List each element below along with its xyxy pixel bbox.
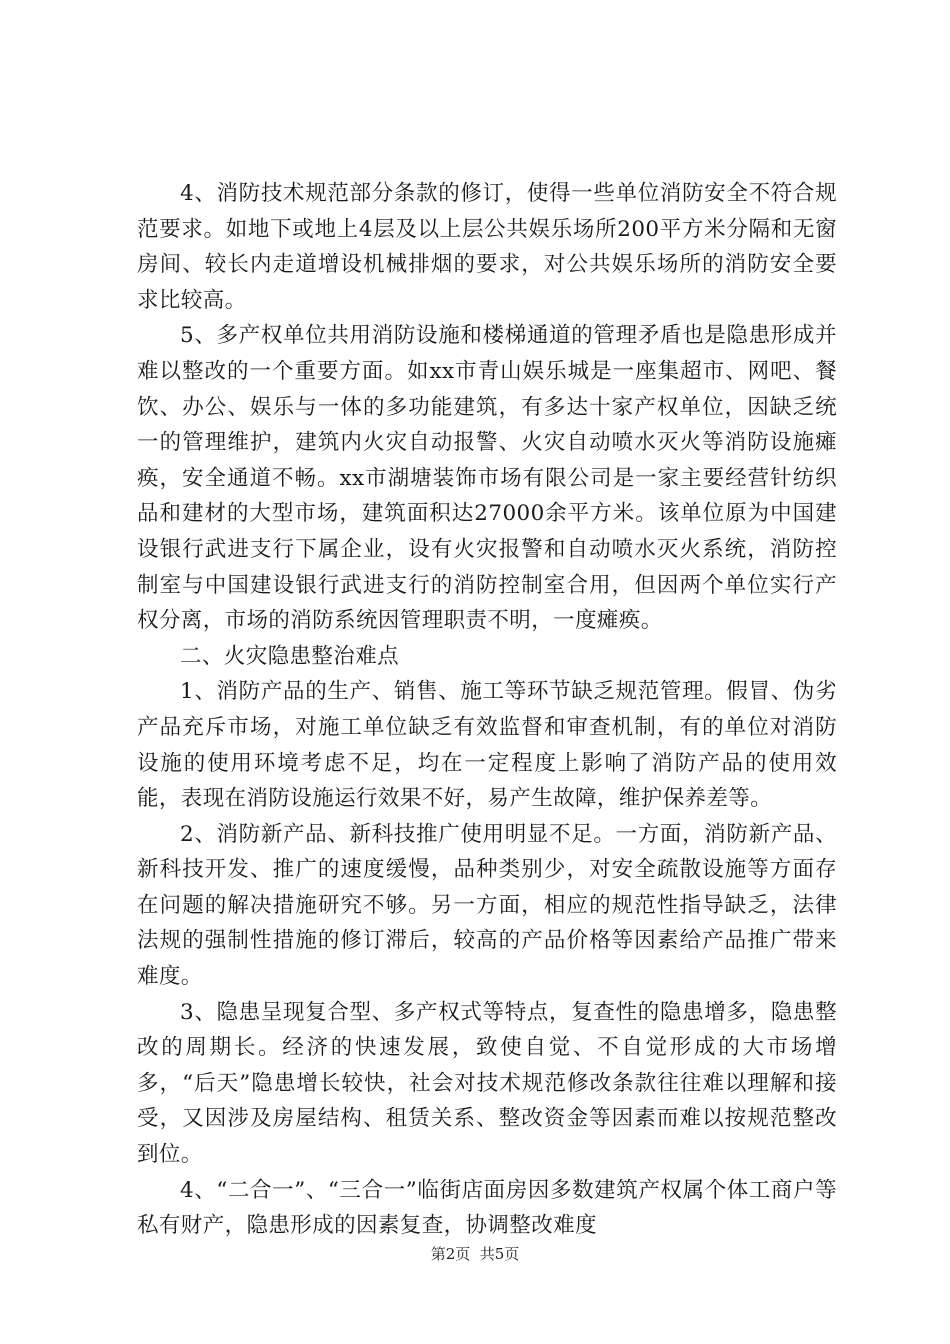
paragraph-item-3-hazard-features: 3、隐患呈现复合型、多产权式等特点，复查性的隐患增多，隐患整改的周期长。经济的快速发展，致使自觉、不自觉形成的大市场增多，“后天”隐患增长较快，社会对技术规范修改条款往往难以理解和接受，又因涉及房屋结构、租赁关系、整改资金等因素而难以按规范整改到位。	[137, 999, 837, 1168]
paragraph-item-5-multi-ownership: 5、多产权单位共用消防设施和楼梯通道的管理矛盾也是隐患形成并难以整改的一个重要方面。如xx市青山娱乐城是一座集超市、网吧、餐饮、办公、娱乐与一体的多功能建筑，有多达十家产权单位，因缺乏统一的管理维护，建筑内火灾自动报警、火灾自动喷水灭火等消防设施瘫痪，安全通道不畅。xx市湖塘装饰市场有限公司是一家主要经营针纺织品和建材的大型市场，建筑面积达27000余平方米。该单位原为中国建设银行武进支行下属企业，设有火灾报警和自动喷水灭火系统，消防控制室与中国建设银行武进支行的消防控制室合用，但因两个单位实行产权分离，市场的消防系统因管理职责不明，一度瘫痪。	[137, 323, 837, 634]
document-body	[137, 176, 837, 1244]
paragraph-item-2-new-technology: 2、消防新产品、新科技推广使用明显不足。一方面，消防新产品、新科技开发、推广的速度缓慢，品种类别少，对安全疏散设施等方面存在问题的解决措施研究不够。另一方面，相应的规范性指导缺乏，法律法规的强制性措施的修订滞后，较高的产品价格等因素给产品推广带来难度。	[137, 821, 837, 990]
paragraph-item-4-street-shops: 4、“二合一”、“三合一”临街店面房因多数建筑产权属个体工商户等私有财产，隐患形成的因素复查，协调整改难度	[137, 1177, 837, 1239]
section-heading: 二、火灾隐患整治难点	[180, 643, 400, 669]
paragraph-item-1-product-management: 1、消防产品的生产、销售、施工等环节缺乏规范管理。假冒、伪劣产品充斥市场，对施工单位缺乏有效监督和审查机制，有的单位对消防设施的使用环境考虑不足，均在一定程度上影响了消防产品的使用效能，表现在消防设施运行效果不好，易产生故障，维护保养差等。	[137, 679, 837, 812]
page-number-footer: 第2页 共5页	[430, 1245, 520, 1263]
paragraph-item-4-regulation-revision: 4、消防技术规范部分条款的修订，使得一些单位消防安全不符合规范要求。如地下或地上4层及以上层公共娱乐场所200平方米分隔和无窗房间、较长内走道增设机械排烟的要求，对公共娱乐场所的消防安全要求比较高。	[137, 181, 837, 313]
